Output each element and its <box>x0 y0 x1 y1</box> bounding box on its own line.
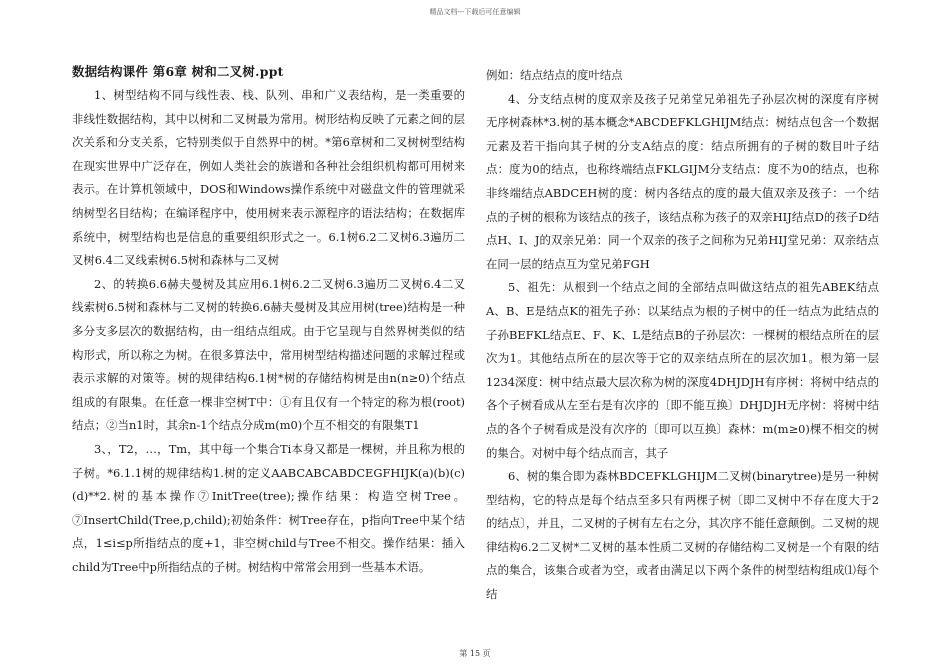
paragraph: 例如：结点结点的度叶结点 <box>486 68 623 82</box>
right-column <box>486 64 879 607</box>
page-number: 第 15 页 <box>459 649 491 658</box>
paragraph: 1、树型结构不同与线性表、栈、队列、串和广义表结构，是一类重要的非线性数据结构，其中以树和二叉树最为常用。树形结构反映了元素之间的层次关系和分支关系，它特别类似于自然界中的树。*第6章树和二叉树树型结构在现实世界中广泛存在，例如人类社会的族谱和各种社会组织机构都可用树来表示。在计算机领域中，DOS和Windows操作系统中对磁盘文件的管理就采纳树型名目结构；在编译程序中，使用树来表示源程序的语法结构；在数据库系统中，树型结构也是信息的重要组织形式之一。6.1树6.2二叉树6.3遍历二叉树6.4二叉线索树6.5树和森林与二叉树 <box>72 88 465 268</box>
left-column <box>72 60 465 579</box>
paragraph: 5、祖先：从根到一个结点之间的全部结点叫做这结点的祖先ABEK结点A、B、E是结点K的祖先子孙：以某结点为根的子树中的任一结点为此结点的子孙BEFKL结点E、F、K、L是结点B的子孙层次：一棵树的根结点所在的层次为1。其他结点所在的层次等于它的双亲结点所在的层次加1。根为第一层1234深度：树中结点最大层次称为树的深度4DHJDJH有序树：将树中结点的各个子树看成从左至右是有次序的〔即不能互换〕DHJDJH无序树：将树中结点的各个子树看成是没有次序的〔即可以互换〕森林：m(m≥0)棵不相交的树的集合。对树中每个结点而言，其子 <box>486 280 879 460</box>
paragraph: 3、，T2，…，Tm，其中每一个集合Ti本身又都是一棵树，并且称为根的子树。*6.1.1树的规律结构1.树的定义AABCABCABDCEGFHIJK(a)(b)(c)(d)**2.树的基本操作⑦InitTree(tree);操作结果：构造空树Tree。⑦InsertChild(Tree,p,child);初始条件：树Tree存在，p指向Tree中某个结点，1≤i≤p所指结点的度+1，非空树child与Tree不相交。操作结果：插入child为Tree中p所指结点的子树。树结构中常常会用到一些基本术语。 <box>72 441 465 574</box>
document-title: 数据结构课件 第6章 树和二叉树.ppt <box>72 64 284 79</box>
paragraph: 4、分支结点树的度双亲及孩子兄弟堂兄弟祖先子孙层次树的深度有序树无序树森林*3.树的基本概念*ABCDEFKLGHIJM结点：树结点包含一个数据元素及若干指向其子树的分支A结点的度：结点所拥有的子树的数目叶子结点：度为0的结点，也称终端结点FKLGIJM分支结点：度不为0的结点，也称非终端结点ABDCEH树的度：树内各结点的度的最大值双亲及孩子：一个结点的子树的根称为该结点的孩子，该结点称为孩子的双亲HIJ结点D的孩子D结点H、I、J的双亲兄弟：同一个双亲的孩子之间称为兄弟HIJ堂兄弟：双亲结点在同一层的结点互为堂兄弟FGH <box>486 91 879 271</box>
page-header: 精品文档---下载后可任意编辑 <box>429 8 521 16</box>
paragraph: 6、树的集合即为森林BDCEFKLGHIJM二叉树(binarytree)是另一种树型结构，它的特点是每个结点至多只有两棵子树〔即二叉树中不存在度大于2的结点〕，并且，二叉树的子树有左右之分，其次序不能任意颠倒。二叉树的规律结构6.2二叉树*二叉树的基本性质二叉树的存储结构二叉树是一个有限的结点的集合，该集合或者为空，或者由满足以下两个条件的树型结构组成⑴每个结 <box>486 469 879 602</box>
paragraph: 2、的转换6.6赫夫曼树及其应用6.1树6.2二叉树6.3遍历二叉树6.4二叉线索树6.5树和森林与二叉树的转换6.6赫夫曼树及其应用树(tree)结构是一种多分支多层次的数据结构，由一组结点组成。由于它呈现与自然界树类似的结构形式，所以称之为树。在很多算法中，常用树型结构描述问题的求解过程或表示求解的对策等。树的规律结构6.1树*树的存储结构树是由n(n≥0)个结点组成的有限集。在任意一棵非空树T中：①有且仅有一个特定的称为根(root)结点；②当n1时，其余n-1个结点分成m(m0)个互不相交的有限集T1 <box>72 276 465 433</box>
